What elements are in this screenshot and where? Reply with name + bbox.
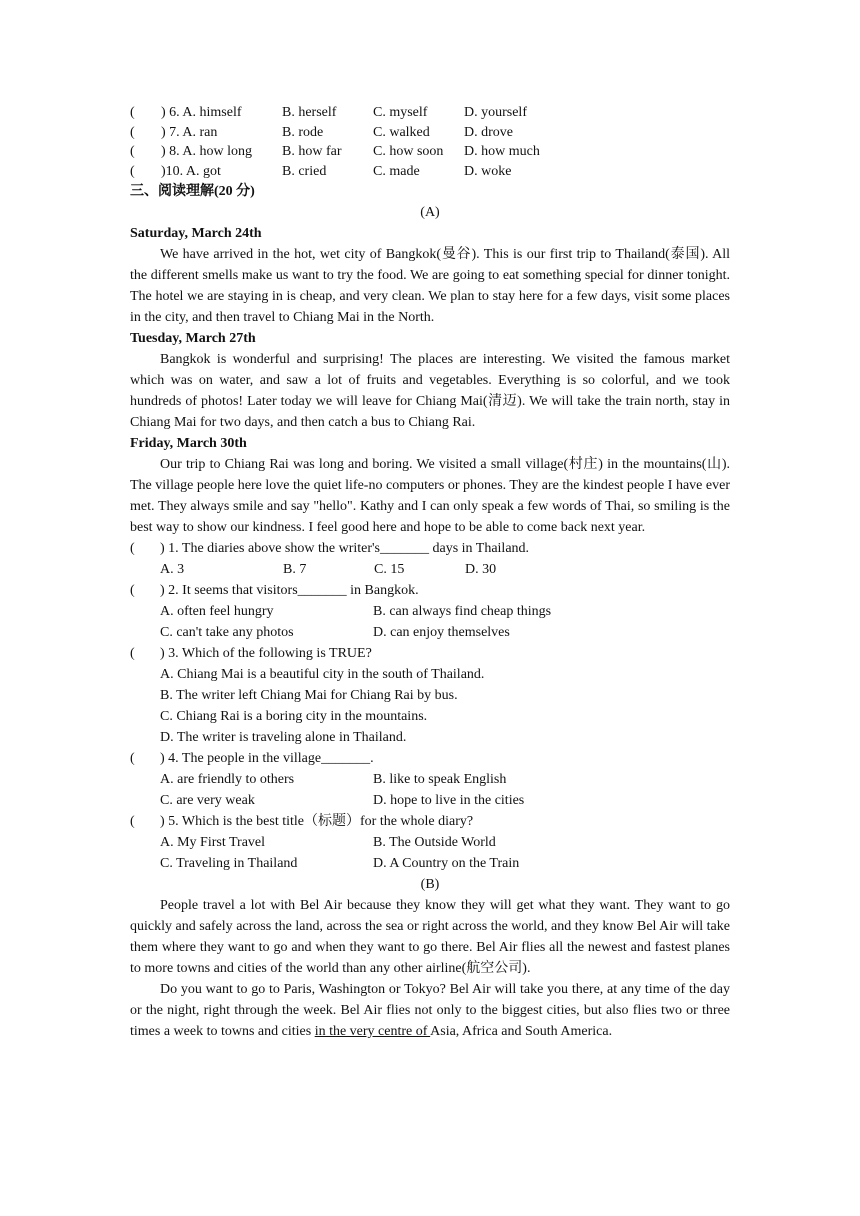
question-options [130,853,730,874]
passage-b-paragraph [130,979,730,1042]
option-a: A. My First Travel [160,835,266,850]
answer-paren[interactable]: ( [130,163,135,179]
option-c: C. myself [373,105,428,120]
answer-paren[interactable]: ( [130,814,135,829]
option-d: D. yourself [464,105,527,120]
question-stem: ) 3. Which of the following is TRUE? [160,646,372,661]
question-1 [130,538,730,559]
question-options [130,832,730,853]
question-options [130,790,730,811]
passage-a-label: (A) [420,205,440,220]
passage-b-paragraph: People travel a lot with Bel Air because they know they will get what they want. They want to go quickly and safely across the land, across the sea or right across the world, and they know Bel Air will take them where they want to go and when they want to go there. Bel Air flies all the newest and fastest planes to more towns and cities of the world than any other airline(航空公司). [130,898,730,976]
diary-date: Saturday, March 24th [130,226,262,241]
question-4 [130,748,730,769]
option-c: C. can't take any photos [160,625,294,640]
option-a: A. are friendly to others [160,772,295,787]
option-a: ) 8. A. how long [161,144,252,159]
option-c: C. Chiang Rai is a boring city in the mountains. [160,709,428,724]
option-c: C. made [373,163,420,179]
option-c: C. Traveling in Thailand [160,856,298,871]
option-a: )10. A. got [161,163,221,179]
diary-entry: Bangkok is wonderful and surprising! The places are interesting. We visited the famous market which was on water, and saw a lot of fruits and vegetables. Everything is so colorful, and we took hundreds of photos! Later today we will leave for Chiang Mai(清迈). We will take the train north, stay in Chiang Mai for two days, and then catch a bus to Chiang Rai. [130,352,730,430]
answer-paren[interactable]: ( [130,124,135,140]
passage-b-label: (B) [420,877,440,892]
option-b: B. like to speak English [373,772,507,787]
answer-paren[interactable]: ( [130,105,135,120]
option-a: A. 3 [160,562,185,577]
option-b: B. can always find cheap things [373,604,552,619]
option-b: B. rode [282,124,324,140]
question-options [130,559,730,580]
option-b: B. 7 [283,562,307,577]
underlined-phrase: in the very centre of [314,1024,431,1039]
vocab-row [130,103,730,123]
question-2 [130,580,730,601]
option-d: D. can enjoy themselves [373,625,510,640]
option-d: D. hope to live in the cities [373,793,525,808]
diary-date: Friday, March 30th [130,436,247,451]
option-c: C. 15 [374,562,405,577]
diary-date: Tuesday, March 27th [130,331,256,346]
question-3 [130,643,730,664]
option-a: ) 6. A. himself [161,105,242,120]
vocab-row [130,123,730,143]
option-a: ) 7. A. ran [161,124,218,140]
option-c: C. are very weak [160,793,255,808]
answer-paren[interactable]: ( [130,583,135,598]
option-b: B. herself [282,105,337,120]
section-title: 三、阅读理解(20 分) [130,184,255,199]
answer-paren[interactable]: ( [130,751,135,766]
answer-paren[interactable]: ( [130,144,135,159]
answer-paren[interactable]: ( [130,646,135,661]
question-stem: ) 2. It seems that visitors_______ in Bangkok. [160,583,419,598]
option-b: B. cried [282,163,327,179]
option-b: B. The writer left Chiang Mai for Chiang Rai by bus. [160,688,458,703]
vocab-row [130,142,730,162]
option-a: A. Chiang Mai is a beautiful city in the south of Thailand. [160,667,485,682]
option-c: C. walked [373,124,430,140]
question-stem: ) 1. The diaries above show the writer's_______ days in Thailand. [160,541,530,556]
diary-entry: Our trip to Chiang Rai was long and boring. We visited a small village(村庄) in the mountains(山). The village people here love the quiet life-no computers or phones. They are the kindest people I have ever met. They always smile and say "hello". Kathy and I can only speak a few words of Thai, so smiling is the best way to show our kindness. I feel good here and hope to be able to come back next year. [130,457,730,535]
option-d: D. how much [464,144,540,159]
exam-page [130,103,730,1042]
option-b: B. The Outside World [373,835,496,850]
option-b: B. how far [282,144,342,159]
option-d: D. 30 [465,562,497,577]
question-options [130,622,730,643]
option-d: D. The writer is traveling alone in Thailand. [160,730,407,745]
vocab-choices [130,103,730,181]
answer-paren[interactable]: ( [130,541,135,556]
option-d: D. woke [464,163,512,179]
question-options [130,601,730,622]
question-stem: ) 5. Which is the best title（标题）for the whole diary? [160,814,474,829]
option-c: C. how soon [373,144,444,159]
question-options [130,769,730,790]
option-a: A. often feel hungry [160,604,274,619]
option-d: D. A Country on the Train [373,856,520,871]
paragraph-text: Asia, Africa and South America. [430,1024,613,1039]
vocab-row [130,162,730,182]
paragraph-text: Do you want to go to Paris, Washington or Tokyo? Bel Air will take you there, at any time of the day or the night, right through the week. Bel Air flies not only to the biggest cities, but also flies two or three times a week to towns and cities [130,982,730,1039]
option-d: D. drove [464,124,513,140]
question-stem: ) 4. The people in the village_______. [160,751,374,766]
diary-entry: We have arrived in the hot, wet city of Bangkok(曼谷). This is our first trip to Thailand(泰国). All the different smells make us want to try the food. We are going to eat something special for dinner tonight. The hotel we are staying in is cheap, and very clean. We plan to stay here for a few days, visit some places in the city, and then travel to Chiang Mai in the North. [130,247,730,325]
question-5 [130,811,730,832]
